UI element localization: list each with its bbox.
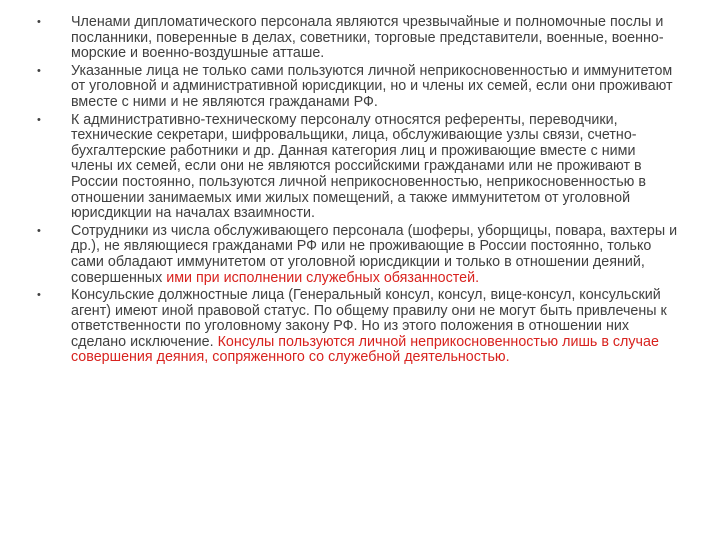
bullet-icon: • bbox=[37, 64, 41, 77]
bullet-icon: • bbox=[37, 16, 41, 28]
bullet-icon: • bbox=[37, 289, 41, 302]
item-text: К административно-техническому персоналу относятся референты, переводчики, технические секретари, шифровальщики, лица, обслуживающие узлы связи, счетно-бухгалтерские работники и др. Данная категория лиц и проживающие вместе с ними члены их семей, если они не являются российскими гражданами или не проживают в России постоянно, пользуются личной неприкосновенностью, неприкосновенностью в отношении занимаемых ими жилых помещений, а также иммунитетом от уголовной юрисдикции на началах взаимности. bbox=[71, 111, 646, 222]
list-item bbox=[37, 288, 680, 366]
list-item bbox=[37, 64, 680, 111]
list-item bbox=[37, 113, 680, 222]
bullet-list bbox=[37, 15, 680, 366]
item-text: Членами дипломатического персонала являются чрезвычайные и полномочные послы и посланники, поверенные в делах, советники, торговые представители, военные, военно-морские и военно-воздушные атташе. bbox=[71, 14, 664, 62]
bullet-icon: • bbox=[37, 113, 41, 126]
item-text: Сотрудники из числа обслуживающего персонала (шоферы, уборщицы, повара, вахтеры и др.), не являющиеся гражданами РФ или не проживающие в России постоянно, только сами обладают иммунитетом от уголовной юрисдикции и только в отношении деяний, совершенных bbox=[71, 222, 678, 286]
item-highlight: Консулы пользуются личной неприкосновенностью лишь в случае совершения деяния, сопряженного со служебной деятельностью. bbox=[71, 333, 659, 366]
item-highlight: ими при исполнении служебных обязанностей. bbox=[166, 269, 480, 286]
item-text: Консульские должностные лица (Генеральный консул, консул, вице-консул, консульский агент) имеют иной правовой статус. По общему правилу они не могут быть привлечены к ответственности по уголовному закону РФ. Но из этого положения в отношении них сделано исключение. bbox=[71, 287, 667, 350]
item-text: Указанные лица не только сами пользуются личной неприкосновенностью и иммунитетом от уголовной и административной юрисдикции, но и члены их семей, если они проживают вместе с ними и не являются гражданами РФ. bbox=[71, 62, 673, 110]
bullet-icon: • bbox=[37, 224, 41, 237]
list-item bbox=[37, 15, 680, 62]
list-item bbox=[37, 224, 680, 286]
